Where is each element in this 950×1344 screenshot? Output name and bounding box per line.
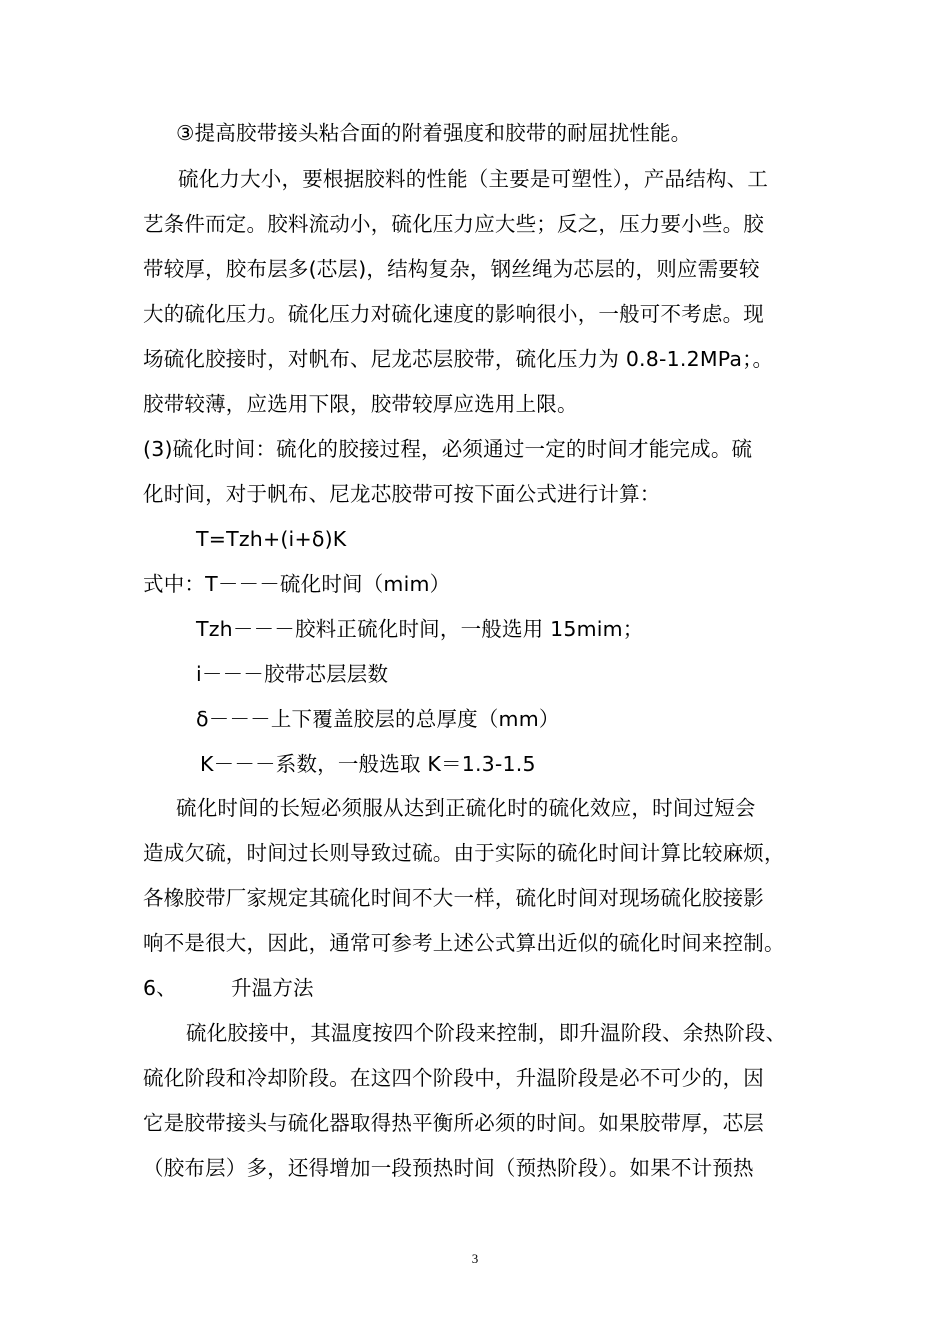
section-number: 6、 [143, 976, 177, 1000]
section-title: 升温方法 [230, 976, 314, 1000]
formula-legend: K－－－系数，一般选取 K＝1.3-1.5 [200, 752, 536, 776]
text-line: 带较厚，胶布层多(芯层)，结构复杂，钢丝绳为芯层的，则应需要较 [143, 257, 760, 281]
formula-legend: i－－－胶带芯层层数 [196, 662, 389, 686]
formula: T=Tzh+(i+δ)K [196, 527, 347, 551]
text-line: 硫化时间的长短必须服从达到正硫化时的硫化效应，时间过短会 [176, 796, 756, 820]
text-line: 造成欠硫，时间过长则导致过硫。由于实际的硫化时间计算比较麻烦， [143, 841, 785, 865]
formula-legend: 式中：T－－－硫化时间（mim） [143, 572, 451, 596]
text-line: 硫化阶段和冷却阶段。在这四个阶段中，升温阶段是必不可少的，因 [143, 1066, 764, 1090]
text-line: 硫化胶接中，其温度按四个阶段来控制，即升温阶段、余热阶段、 [186, 1021, 787, 1045]
text-line: 各橡胶带厂家规定其硫化时间不大一样，硫化时间对现场硫化胶接影 [143, 886, 764, 910]
text-line: 胶带较薄，应选用下限，胶带较厚应选用上限。 [143, 392, 578, 416]
text-line: (3)硫化时间：硫化的胶接过程，必须通过一定的时间才能完成。硫 [143, 437, 753, 461]
formula-legend: δ－－－上下覆盖胶层的总厚度（mm） [196, 707, 560, 731]
formula-legend: Tzh－－－胶料正硫化时间，一般选用 15mim； [196, 617, 644, 641]
text-line: 化时间，对于帆布、尼龙芯胶带可按下面公式进行计算： [143, 482, 661, 506]
text-line: 场硫化胶接时，对帆布、尼龙芯层胶带，硫化压力为 0.8-1.2MPa；。 [143, 347, 774, 371]
text-line: 它是胶带接头与硫化器取得热平衡所必须的时间。如果胶带厚，芯层 [143, 1111, 764, 1135]
text-line: 硫化力大小，要根据胶料的性能（主要是可塑性），产品结构、工 [178, 167, 769, 191]
text-line: 大的硫化压力。硫化压力对硫化速度的影响很小，一般可不考虑。现 [143, 302, 764, 326]
page-number: 3 [471, 1251, 479, 1266]
text-line: （胶布层）多，还得增加一段预热时间（预热阶段）。如果不计预热 [143, 1156, 754, 1180]
text-line: 艺条件而定。胶料流动小，硫化压力应大些；反之，压力要小些。胶 [143, 212, 764, 236]
section-heading [143, 973, 813, 1003]
text-line: 响不是很大，因此，通常可参考上述公式算出近似的硫化时间来控制。 [143, 931, 785, 955]
text-line: ③提高胶带接头粘合面的附着强度和胶带的耐屈扰性能。 [176, 121, 692, 145]
